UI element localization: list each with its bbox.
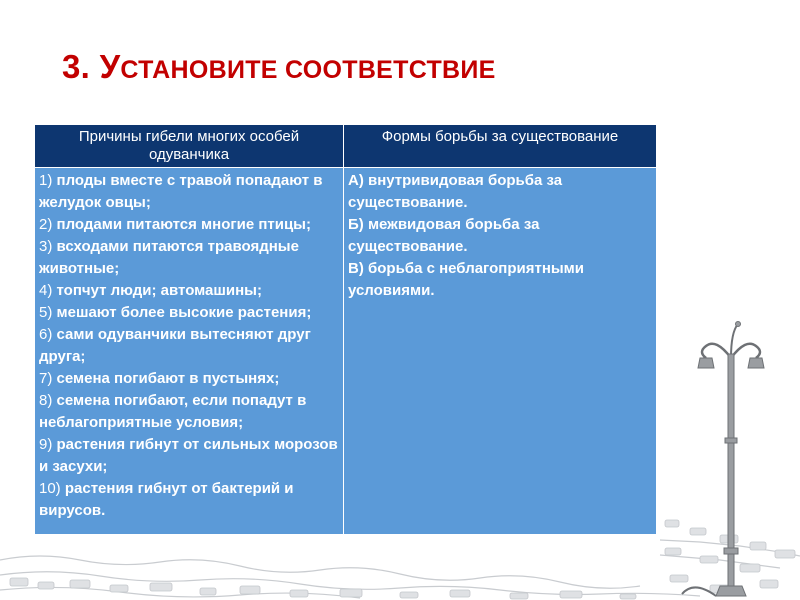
- slide-title: [62, 48, 496, 86]
- cause-number: 5): [39, 304, 53, 321]
- cause-text: топчут люди; автомашины;: [56, 282, 262, 299]
- forms-cell: [344, 168, 657, 535]
- cause-text: семена погибают, если попадут в неблагоприятные условия;: [39, 392, 307, 431]
- cause-item: [39, 214, 339, 236]
- cause-number: 1): [39, 172, 53, 189]
- cause-item: [39, 390, 339, 434]
- column-header-causes: Причины гибели многих особей одуванчика: [35, 125, 344, 168]
- street-lamp-icon: [676, 318, 786, 600]
- cause-text: семена погибают в пустынях;: [56, 370, 280, 387]
- slide-title-rest: СТАНОВИТЕ СООТВЕТСТВИЕ: [120, 56, 496, 84]
- matching-table: [34, 124, 657, 535]
- form-item: В) борьба с неблагоприятными условиями.: [348, 260, 585, 299]
- cause-text: всходами питаются травоядные животные;: [39, 238, 299, 277]
- cause-number: 4): [39, 282, 53, 299]
- cause-number: 6): [39, 326, 53, 343]
- cause-number: 3): [39, 238, 53, 255]
- cause-item: [39, 302, 339, 324]
- cause-number: 7): [39, 370, 53, 387]
- cause-item: [39, 368, 339, 390]
- column-header-forms: Формы борьбы за существование: [344, 125, 657, 168]
- cause-item: [39, 478, 339, 522]
- cause-item: [39, 324, 339, 368]
- table-body-row: [35, 168, 657, 535]
- cause-text: растения гибнут от сильных морозов и засухи;: [39, 436, 338, 475]
- slide-title-initial: 3. У: [62, 48, 121, 85]
- cause-item: [39, 280, 339, 302]
- form-item: А) внутривидовая борьба за существование.: [348, 172, 563, 211]
- cause-item: [39, 236, 339, 280]
- cause-text: плоды вместе с травой попадают в желудок овцы;: [39, 172, 323, 211]
- cause-text: мешают более высокие растения;: [56, 304, 312, 321]
- cause-text: плодами питаются многие птицы;: [56, 216, 311, 233]
- cause-number: 10): [39, 480, 61, 497]
- cause-number: 8): [39, 392, 53, 409]
- causes-cell: [35, 168, 344, 535]
- cause-text: сами одуванчики вытесняют друг друга;: [39, 326, 311, 365]
- table-header-row: [35, 125, 657, 168]
- cause-item: [39, 170, 339, 214]
- cause-item: [39, 434, 339, 478]
- cause-text: растения гибнут от бактерий и вирусов.: [39, 480, 294, 519]
- cause-number: 2): [39, 216, 53, 233]
- cause-number: 9): [39, 436, 53, 453]
- form-item: Б) межвидовая борьба за существование.: [348, 216, 540, 255]
